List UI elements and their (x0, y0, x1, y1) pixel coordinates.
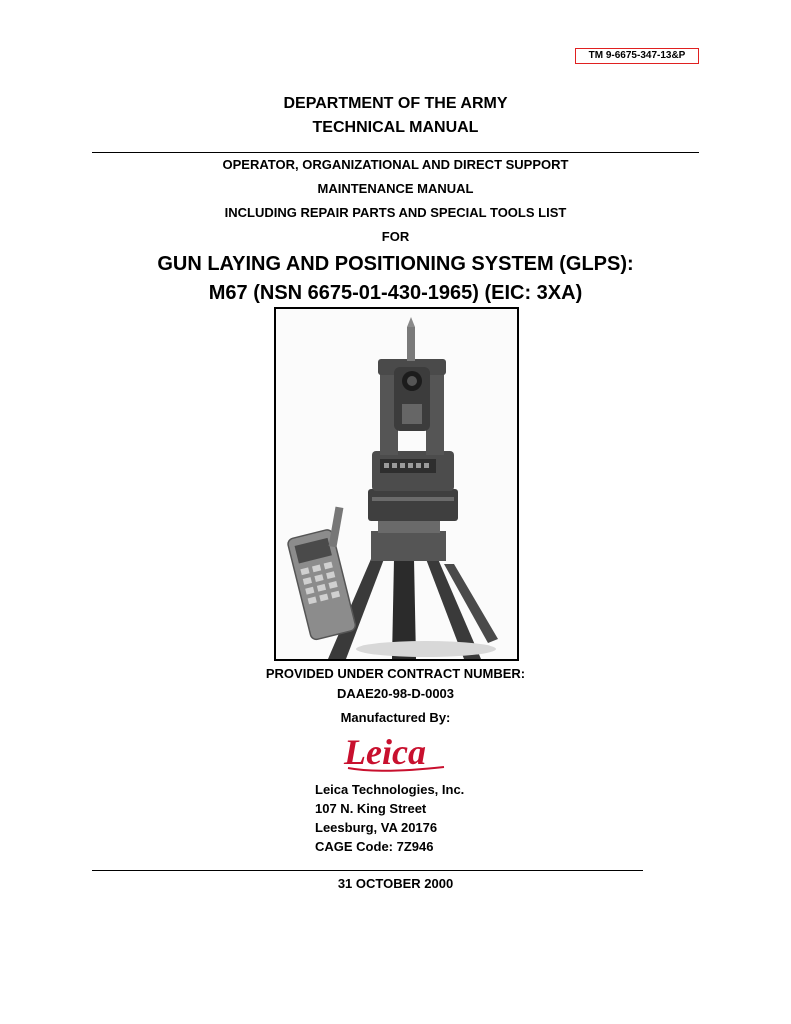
subtitle-line-2: MAINTENANCE MANUAL (317, 181, 474, 196)
contract-number: DAAE20-98-D-0003 (336, 686, 455, 701)
bottom-divider (92, 870, 643, 871)
cage-code: CAGE Code: 7Z946 (315, 839, 434, 854)
street-address: 107 N. King Street (315, 801, 427, 816)
leica-logo-icon (340, 728, 450, 776)
contract-label: PROVIDED UNDER CONTRACT NUMBER: (265, 666, 526, 681)
company-name: Leica Technologies, Inc. (315, 782, 465, 797)
subtitle-line-1: OPERATOR, ORGANIZATIONAL AND DIRECT SUPPORT (222, 157, 569, 172)
subtitle-line-4: FOR (381, 229, 410, 244)
leica-logo (340, 728, 450, 776)
manufacturer-address (315, 780, 464, 856)
product-photo (274, 307, 519, 661)
top-divider (92, 152, 699, 153)
tm-number-label: TM 9-6675-347-13&P (575, 48, 699, 64)
publication-date: 31 OCTOBER 2000 (337, 876, 454, 891)
department-heading: DEPARTMENT OF THE ARMY (283, 95, 508, 112)
svg-text:Leica: Leica (344, 732, 426, 772)
manufactured-by-label: Manufactured By: (340, 710, 451, 725)
document-type-heading: TECHNICAL MANUAL (312, 119, 479, 136)
model-nsn-title: M67 (NSN 6675-01-430-1965) (EIC: 3XA) (208, 282, 583, 304)
system-name-title: GUN LAYING AND POSITIONING SYSTEM (GLPS): (157, 253, 634, 275)
subtitle-line-3: INCLUDING REPAIR PARTS AND SPECIAL TOOLS LIST (224, 205, 567, 220)
city-state-zip: Leesburg, VA 20176 (315, 820, 438, 835)
gps-instrument-illustration (276, 309, 517, 659)
